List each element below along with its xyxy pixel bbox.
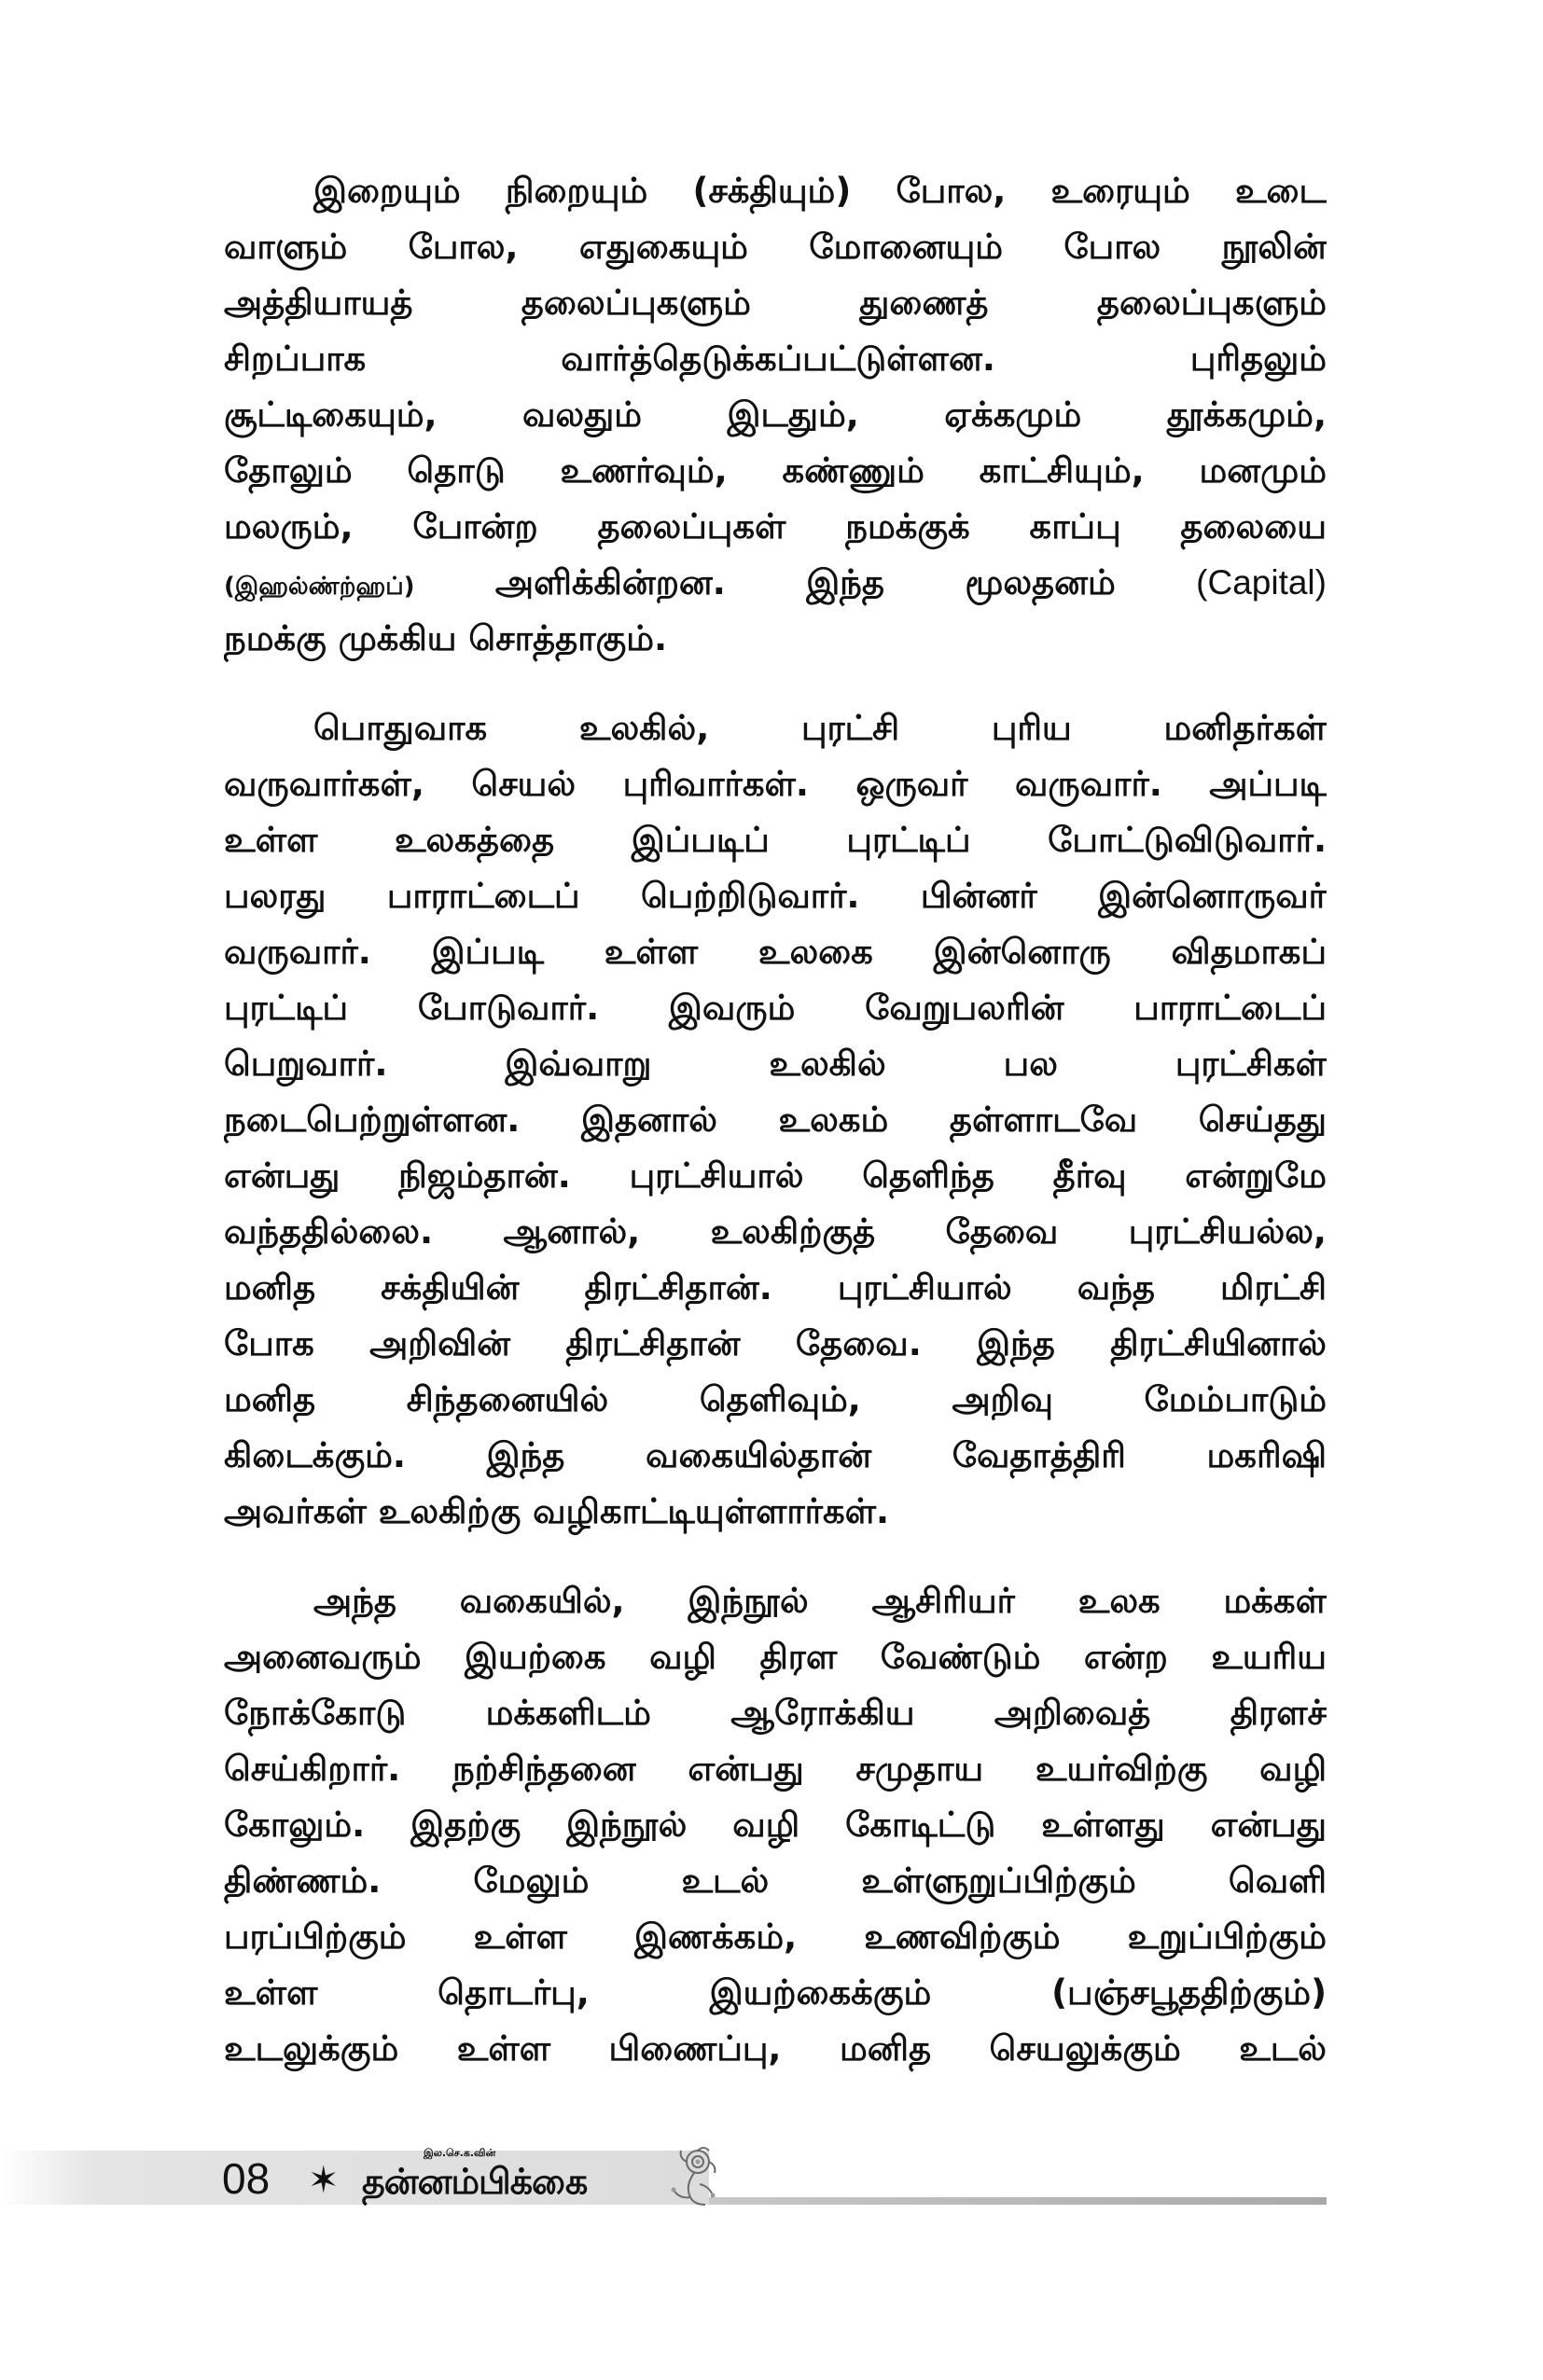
text-line: அந்த வகையில், இந்நூல் ஆசிரியர் உலக மக்கள் — [313, 1581, 1327, 1621]
text-line: போக அறிவின் திரட்சிதான் தேவை. இந்த திரட்சியினால் — [224, 1323, 1327, 1363]
text-line: கிடைக்கும். இந்த வகையில்தான் வேதாத்திரி மகரிஷி — [224, 1435, 1327, 1475]
floral-ornament-icon — [657, 2143, 726, 2210]
text-line: நோக்கோடு மக்களிடம் ஆரோக்கிய அறிவைத் திரளச் — [224, 1693, 1327, 1733]
text-line: அனைவரும் இயற்கை வழி திரள வேண்டும் என்ற உயரிய — [224, 1637, 1327, 1677]
text-fragment: அளிக்கின்றன. இந்த மூலதனம் — [494, 562, 1116, 602]
text-line: வாளும் போல, எதுகையும் மோனையும் போல நூலின் — [224, 227, 1327, 267]
text-line: மனித சிந்தனையில் தெளிவும், அறிவு மேம்பாடும் — [224, 1379, 1327, 1419]
text-line-with-notes — [224, 555, 1327, 611]
text-line: நடைபெற்றுள்ளன. இதனால் உலகம் தள்ளாடவே செய்தது — [224, 1100, 1327, 1140]
capital-note: (Capital) — [1196, 563, 1327, 602]
footer-band — [0, 2151, 709, 2205]
text-line: பொதுவாக உலகில், புரட்சி புரிய மனிதர்கள் — [313, 708, 1327, 748]
text-line: சிறப்பாக வார்த்தெடுக்கப்பட்டுள்ளன. புரிதலும் — [224, 339, 1327, 379]
magazine-title: தன்னம்பிக்கை — [362, 2161, 588, 2202]
text-line: புரட்டிப் போடுவார். இவரும் வேறுபலரின் பாராட்டைப் — [224, 988, 1327, 1028]
text-line: இறையும் நிறையும் (சக்தியும்) போல, உரையும் உடை — [313, 171, 1327, 211]
paragraph-2 — [224, 700, 1327, 1540]
text-line: சூட்டிகையும், வலதும் இடதும், ஏக்கமும் தூக்கமும், — [224, 394, 1327, 435]
tamil-small-note: (இஹல்ண்ற்ஹப்) — [224, 573, 415, 601]
page-body — [224, 163, 1327, 2110]
text-line: அத்தியாயத் தலைப்புகளும் துணைத் தலைப்புகளும் — [224, 283, 1327, 323]
magazine-subtitle: இல.செ.க.வின் — [424, 2147, 496, 2159]
text-line: வருவார். இப்படி உள்ள உலகை இன்னொரு விதமாகப் — [224, 932, 1327, 972]
text-line: உடலுக்கும் உள்ள பிணைப்பு, மனித செயலுக்கும் உடல் — [224, 2028, 1327, 2069]
text-line: வருவார்கள், செயல் புரிவார்கள். ஒருவர் வருவார். அப்படி — [224, 764, 1327, 804]
page-footer — [0, 2143, 1543, 2210]
text-line: அவர்கள் உலகிற்கு வழிகாட்டியுள்ளார்கள். — [224, 1491, 890, 1531]
text-line: பெறுவார். இவ்வாறு உலகில் பல புரட்சிகள் — [224, 1044, 1327, 1084]
text-line: உள்ள தொடர்பு, இயற்கைக்கும் (பஞ்சபூததிற்கும்) — [224, 1972, 1327, 2013]
text-line: கோலும். இதற்கு இந்நூல் வழி கோடிட்டு உள்ளது என்பது — [224, 1805, 1327, 1845]
text-line: பரப்பிற்கும் உள்ள இணக்கம், உணவிற்கும் உறுப்பிற்கும் — [224, 1916, 1327, 1957]
paragraph-1 — [224, 163, 1327, 667]
paragraph-3 — [224, 1573, 1327, 2077]
text-line: திண்ணம். மேலும் உடல் உள்ளுறுப்பிற்கும் வெளி — [224, 1861, 1327, 1901]
footer-rule — [709, 2197, 1327, 2205]
star-icon: ✶ — [308, 2159, 340, 2202]
text-line: என்பது நிஜம்தான். புரட்சியால் தெளிந்த தீர்வு என்றுமே — [224, 1155, 1327, 1196]
text-line: பலரது பாராட்டைப் பெற்றிடுவார். பின்னர் இன்னொருவர் — [224, 876, 1327, 916]
text-line: உள்ள உலகத்தை இப்படிப் புரட்டிப் போட்டுவிடுவார். — [224, 820, 1327, 860]
text-line: மனித சக்தியின் திரட்சிதான். புரட்சியால் வந்த மிரட்சி — [224, 1267, 1327, 1308]
text-line: மலரும், போன்ற தலைப்புகள் நமக்குக் காப்பு தலையை — [224, 506, 1327, 547]
page-number: 08 — [222, 2154, 271, 2203]
text-line: வந்ததில்லை. ஆனால், உலகிற்குத் தேவை புரட்சியல்ல, — [224, 1211, 1327, 1252]
text-line: செய்கிறார். நற்சிந்தனை என்பது சமுதாய உயர்விற்கு வழி — [224, 1749, 1327, 1789]
text-line: நமக்கு முக்கிய சொத்தாகும். — [224, 618, 668, 658]
text-line: தோலும் தொடு உணர்வும், கண்ணும் காட்சியும், மனமும் — [224, 450, 1327, 491]
